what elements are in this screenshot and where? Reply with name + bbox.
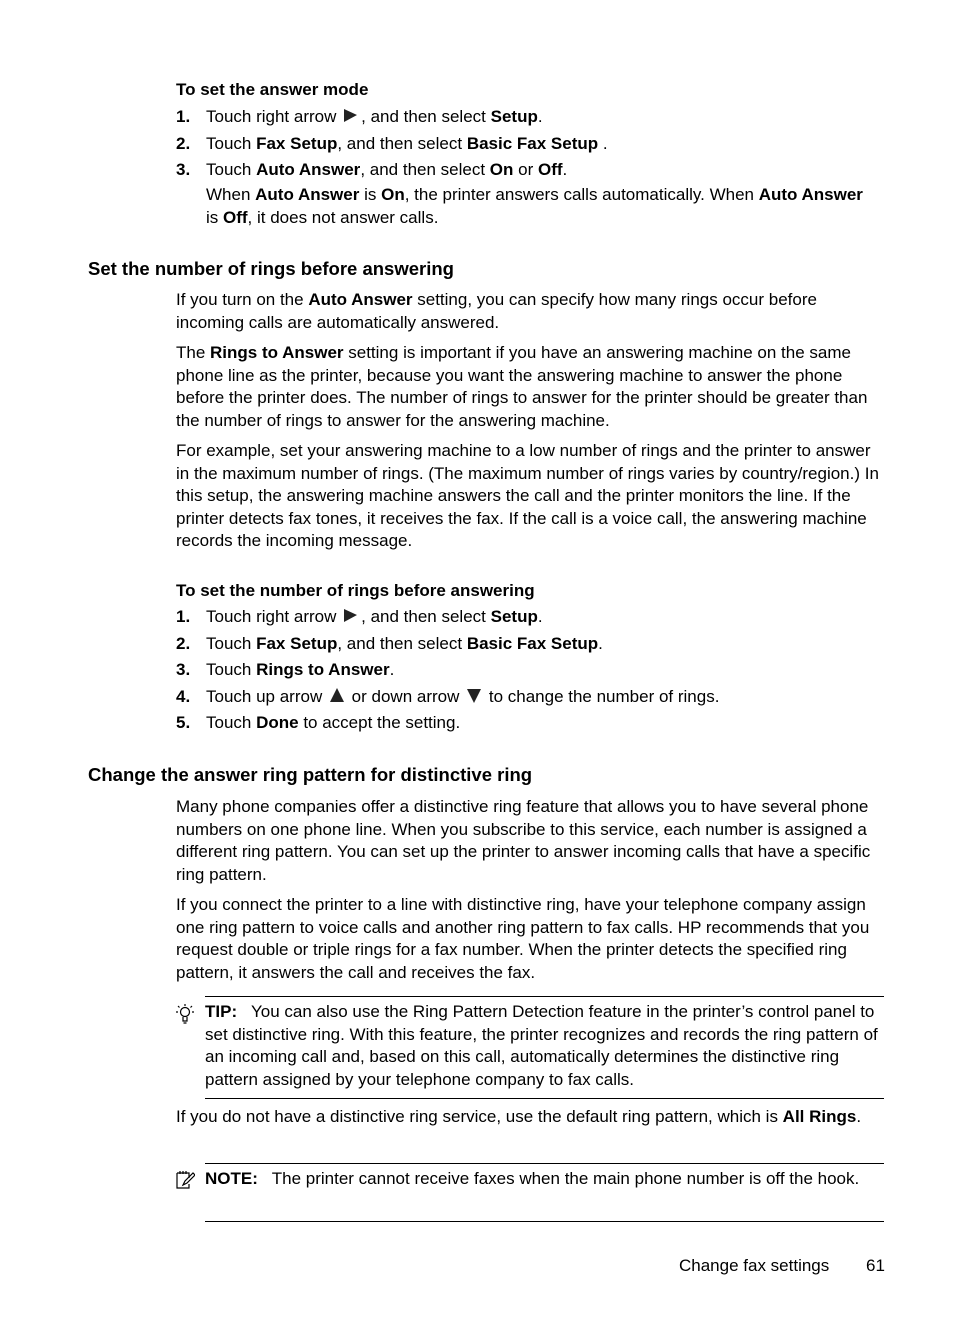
divider (205, 1098, 884, 1099)
text-run: Many phone companies offer a distinctive ring feature that allows you to have several phone numbers on one phone line. When you subscribe to this service, each number is assigned a different ring pattern. You can set up the printer to answer incoming calls that have a specific ring pattern. (176, 797, 875, 884)
bold-term: Auto Answer (256, 160, 361, 179)
paragraph (176, 1106, 888, 1129)
bold-term: On (381, 185, 405, 204)
text-run: Touch up arrow (206, 687, 327, 706)
paragraph (176, 289, 888, 334)
bold-term: Auto Answer (255, 185, 360, 204)
bold-term: Fax Setup (256, 634, 338, 653)
paragraph (176, 440, 888, 553)
bold-term: NOTE: (205, 1169, 258, 1188)
section-heading-rings: Set the number of rings before answering (88, 258, 454, 279)
text-run: to accept the setting. (298, 713, 461, 732)
section-heading-pattern: Change the answer ring pattern for distinctive ring (88, 764, 533, 785)
bold-term: Basic Fax Setup (466, 134, 599, 153)
bold-term: Done (256, 713, 299, 732)
procedure-title-answer-mode: To set the answer mode (176, 80, 369, 99)
paragraph (176, 796, 888, 886)
divider (205, 1221, 884, 1222)
text-run: to change the number of rings. (484, 687, 720, 706)
bold-term: TIP: (205, 1002, 238, 1021)
down-arrow-icon (466, 687, 482, 711)
text-run: You can also use the Ring Pattern Detection feature in the printer’s control panel to set distinctive ring. With this feature, the printer recognizes and records the ring pattern of an incoming call and, based on this call, automatically determines the distinctive ring pattern assigned by your telephone company to fax calls. (205, 1002, 883, 1089)
bold-term: Rings to Answer (210, 343, 344, 362)
lightbulb-tip-icon (175, 1003, 195, 1025)
text-run: Touch (206, 713, 257, 732)
text-run: Touch (206, 134, 257, 153)
text-run: , the printer answers calls automatically. When (404, 185, 759, 204)
bold-term: On (489, 160, 514, 179)
text-run: , and then select (361, 107, 491, 126)
text-run: . (856, 1107, 862, 1126)
text-run: If you do not have a distinctive ring service, use the default ring pattern, which is (176, 1107, 783, 1126)
right-arrow-icon (343, 107, 359, 131)
paragraph (176, 342, 888, 432)
document-page: To set the answer mode 1. Touch right arrow , and then select Setup. 2. Touch Fax Setup, and then select Basic Fax Setup . 3. Touch Auto Answer, and then select On or Off. When Auto Answer is On, the printer answers calls automatically. When Auto Answer is Off, it does not answer calls. Set the number of rings before answering If you turn on the Auto Answer setting, you can specify how many rings occur before incoming calls are automatically answered. The Rings to Answer setting is important if you have an answering machine on the same phone line as the printer, because you want the answering machine to answer the phone before the printer does. The number of rings to answer for the printer should be greater than the number of rings to answer for the answering machine. For example, set your answering machine to a low number of rings and the printer to answer in the maximum number of rings. (The maximum number of rings varies by country/region.) In this setup, the answering machine answers the call and the printer monitors the line. If the printer detects fax tones, it receives the fax. If the call is a voice call, the answering machine records the incoming message. To set the number of rings before answering 1. Touch right arrow , and then select Setup. 2. Touch Fax Setup, and then select Basic Fax Setup. 3. Touch Rings to Answer. 4. Touch up arrow or down arrow to change the number of rings. 5. Touch Done to accept the setting. Change the answer ring pattern for distinctive ring Many phone companies offer a distinctive ring feature that allows you to have several phone numbers on one phone line. When you subscribe to this service, each number is assigned a different ring pattern. You can set up the printer to answer incoming calls that have a specific ring pattern. If you connect the printer to a line with distinctive ring, have your telephone company assign one ring pattern to voice calls and another ring pattern to fax calls. HP recommends that you request double or triple rings for a fax number. When the printer detects the specified ring pattern, it answers the call and receives the fax. TIP: You can also use the Ring Pattern Detection feature in the printer’s control panel to set distinctive ring. With this feature, the printer recognizes and records the ring pattern of an incoming call and, based on this call, automatically determines the distinctive ring pattern assigned by your telephone company to fax calls. If you do not have a distinctive ring service, use the default ring pattern, which is All Rings. NOTE: The printer cannot receive faxes when the main phone number is off the hook. Change fax settings 61 (0, 0, 954, 1321)
text-run: , and then select (360, 160, 490, 179)
text-run: . (598, 134, 608, 153)
text-run: Touch right arrow (206, 607, 342, 626)
bold-term: Setup (490, 107, 538, 126)
footer-section-name: Change fax settings (679, 1256, 830, 1275)
text-run: , and then select (337, 134, 467, 153)
paragraph (176, 894, 888, 984)
divider (205, 1163, 884, 1164)
text-run: Touch (206, 634, 257, 653)
tip-text (205, 1001, 887, 1091)
text-run: The (176, 343, 211, 362)
text-run: or (513, 160, 538, 179)
text-run: , and then select (337, 634, 467, 653)
procedure-title-rings: To set the number of rings before answering (176, 581, 535, 600)
text-run: When (206, 185, 256, 204)
text-run: setting is important if you have an answering machine on the same phone line as the printer, because you want the answering machine to answer the phone before the printer does. The number of rings to answer for the printer should be greater than the number of rings to answer for the answering machine. (176, 343, 873, 430)
text-run: Touch (206, 160, 257, 179)
text-run: If you connect the printer to a line with distinctive ring, have your telephone company assign one ring pattern to voice calls and another ring pattern to fax calls. HP recommends that you request double or triple rings for a fax number. When the printer detects the specified ring pattern, it answers the call and receives the fax. (176, 895, 875, 982)
bold-term: Auto Answer (308, 290, 413, 309)
bold-term: Rings to Answer (256, 660, 390, 679)
text-run: . (389, 660, 395, 679)
text-run: Touch (206, 660, 257, 679)
text-run: or down arrow (346, 687, 465, 706)
text-run: If you turn on the (176, 290, 309, 309)
note-text (205, 1168, 887, 1191)
text-run: , it does not answer calls. (247, 207, 439, 227)
text-run: is (206, 185, 868, 227)
text-run: . (598, 634, 603, 653)
divider (205, 996, 884, 997)
page-number: 61 (866, 1256, 885, 1275)
bold-term: Off (537, 160, 563, 179)
text-run: . (537, 607, 543, 626)
bold-term: Fax Setup (256, 134, 338, 153)
text-run: For example, set your answering machine to a low number of rings and the printer to answer in the maximum number of rings. (The maximum number of rings varies by country/region.) In this setup, the answering machine answers the call and the printer monitors the line. If the printer detects fax tones, it receives the fax. If the call is a voice call, the answering machine records the incoming message. (176, 441, 884, 550)
bold-term: Setup (490, 607, 538, 626)
text-run: . (537, 107, 543, 126)
note-pencil-icon (175, 1170, 195, 1190)
text-run: Touch right arrow (206, 107, 342, 126)
bold-term: Auto Answer (758, 185, 863, 204)
text-run: . (562, 160, 568, 179)
step-detail (206, 184, 866, 229)
text-run: is (359, 185, 382, 204)
text-run: , and then select (361, 607, 491, 626)
right-arrow-icon (343, 607, 359, 631)
up-arrow-icon (329, 687, 345, 711)
bold-term: Off (223, 207, 248, 227)
text-run: setting, you can specify how many rings occur before incoming calls are automatically answered. (176, 290, 822, 332)
text-run: The printer cannot receive faxes when the main phone number is off the hook. (257, 1169, 860, 1188)
bold-term: Basic Fax Setup (466, 634, 599, 653)
bold-term: All Rings (782, 1107, 857, 1126)
